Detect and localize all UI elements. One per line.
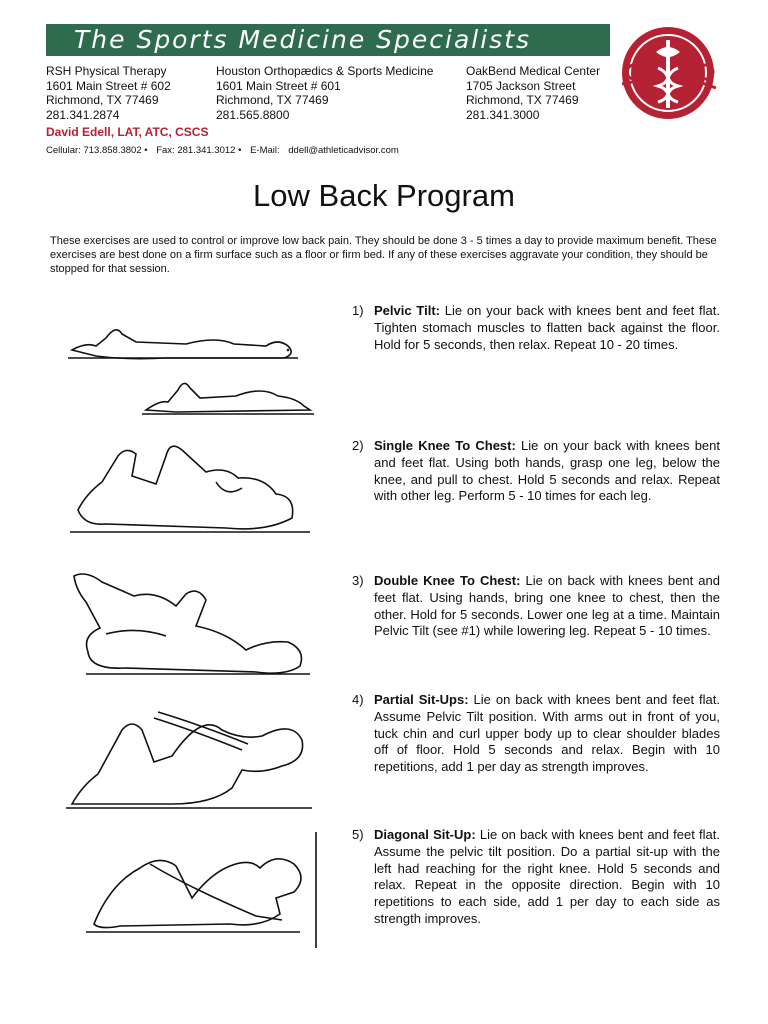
page-title: Low Back Program	[253, 178, 515, 213]
exercise-item	[352, 303, 720, 353]
exercise-name: Partial Sit-Ups:	[374, 692, 469, 707]
exercise-name: Single Knee To Chest:	[374, 438, 516, 453]
exercise-number: 2)	[352, 438, 364, 453]
exercise-number: 1)	[352, 303, 364, 318]
location-name: RSH Physical Therapy	[46, 64, 167, 78]
caduceus-logo-icon	[612, 22, 724, 124]
exercise-number: 3)	[352, 573, 364, 588]
location-street: 1601 Main Street # 602	[46, 78, 171, 93]
exercise-text: Lie on back with knees bent and feet flat. Assume Pelvic Tilt position. With arms out in front of you, tuck chin and curl upper body up to clear shoulder blades off of floor. Hold 5 seconds and relax. Begin with 10 repetitions, add 1 per day as strength improves.	[374, 692, 720, 775]
exercise-name: Pelvic Tilt:	[374, 303, 440, 318]
location-street: 1705 Jackson Street	[466, 78, 576, 93]
location-name: OakBend Medical Center	[466, 64, 601, 78]
location-phone: 281.341.3000	[466, 107, 540, 122]
location-phone: 281.341.2874	[46, 107, 120, 122]
double-knee-to-chest-figure-icon	[66, 566, 316, 686]
exercise-name: Double Knee To Chest:	[374, 573, 521, 588]
exercise-text: Lie on back with knees bent and feet flat. Using hands, bring one knee to chest, then the other. Hold for 5 seconds. Lower one leg at a time. Maintain Pelvic Tilt (see #1) while lowering leg. Repeat 5 - 10 times.	[374, 573, 720, 639]
single-knee-to-chest-figure-icon	[66, 432, 316, 544]
location-city: Richmond, TX 77469	[46, 93, 159, 107]
exercise-item	[352, 438, 720, 505]
contact-person: David Edell, LAT, ATC, CSCS	[46, 125, 209, 139]
exercise-name: Diagonal Sit-Up:	[374, 827, 476, 842]
location-phone: 281.565.8800	[216, 107, 290, 122]
partial-sit-up-figure-icon	[62, 700, 318, 820]
diagonal-sit-up-figure-icon	[80, 828, 324, 950]
exercise-number: 5)	[352, 827, 364, 842]
location-city: Richmond, TX 77469	[466, 93, 579, 107]
contact-line	[46, 145, 405, 156]
banner-title: The Sports Medicine Specialists	[46, 24, 610, 56]
exercise-item	[352, 573, 720, 640]
location-street: 1601 Main Street # 601	[216, 78, 341, 93]
intro-paragraph: These exercises are used to control or improve low back pain. They should be done 3 - 5 times a day to provide maximum benefit. These exercises are best done on a firm surface such as a floor or firm bed. If any of these exercises aggravate your condition, they should be stopped for that session.	[50, 235, 717, 275]
pelvic-tilt-figure-icon	[66, 298, 316, 420]
cellular: Cellular: 713.858.3802 •	[46, 145, 148, 156]
fax: Fax: 281.341.3012 •	[156, 145, 242, 156]
location-city: Richmond, TX 77469	[216, 93, 329, 107]
exercise-text: Lie on your back with knees bent and feet flat. Tighten stomach muscles to flatten back against the floor. Hold for 5 seconds, then relax. Repeat 10 - 20 times.	[374, 303, 720, 352]
location-oakbend	[466, 64, 600, 122]
location-rsh	[46, 64, 171, 122]
exercise-item	[352, 827, 720, 928]
email-label: E-Mail:	[250, 145, 280, 156]
exercise-text: Lie on back with knees bent and feet flat. Assume the pelvic tilt position. Do a partial sit-up with the left had reaching for the right knee. Hold 5 seconds and relax. Repeat in the opposite direction. Begin with 10 repetitions to each side, add 1 per day to each side as strength improves.	[374, 827, 721, 926]
exercise-item	[352, 692, 720, 776]
location-houston-ortho	[216, 64, 433, 122]
exercise-number: 4)	[352, 692, 364, 707]
location-name: Houston Orthopædics & Sports Medicine	[216, 64, 434, 78]
email-link[interactable]: ddell@athleticadvisor.com	[288, 145, 399, 156]
exercise-text: Lie on your back with knees bent and feet flat. Using both hands, grasp one leg, below the knee, and pull to chest. Hold 5 seconds and relax. Repeat with other leg. Perform 5 - 10 times for each leg.	[374, 438, 720, 504]
